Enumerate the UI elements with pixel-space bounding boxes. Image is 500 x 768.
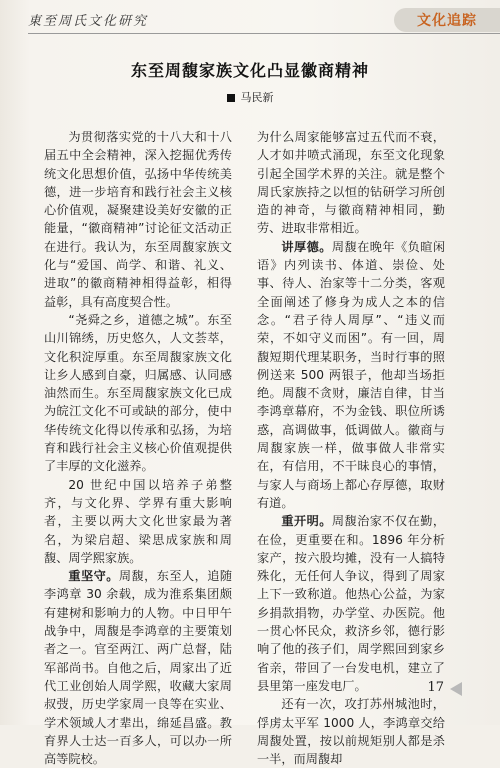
article-title: 东至周馥家族文化凸显徽商精神 (130, 61, 369, 80)
paragraph-text: 周馥在晚年《负暄闲语》内列读书、体道、崇俭、处事、待人、治家等十二分类，客观全面阐述了修身为成人之本的信念。“君子待人周厚”、“违义而荣，不如守义而困”。有一回，周馥短期代理某职务，当时行事的照例送来 500 两银子，他却当场拒绝。周馥不贪财，廉洁自律，甘当李鸿章幕府，不为金钱、职位所诱惑，高调做事，低调做人。徽商与周馥家族一样，做事做人非常实在，有信用，不干昧良心的事情，与家人与商场上都心存厚德，取财有道。 (257, 239, 446, 510)
paragraph-text: 周馥，东至人，追随李鸿章 30 余载，成为淮系集团颇有建树和影响力的人物。中日甲午战争中，周馥是李鸿章的主要策划者之一。官至两江、两广总督，陆军部尚书。自他之后，周家出了近代工业创始人周学熙，收藏大家周叔弢，历史学家周一良等在实业、学术领域人才辈出，绵延昌盛。教育界人士达一百多人，可以办一所高等院校。 (44, 569, 233, 767)
paragraph: “尧舜之乡，道德之城”。东至山川锦绣，历史悠久，人文荟萃，文化积淀厚重。东至周馥家族文化让乡人感到自豪，归属感、认同感油然而生。东至周馥家族文化已成为皖江文化不可或缺的部分，使中华传统文化得以传承和弘扬，为培育和践行社会主义核心价值观提供了丰厚的文化滋养。 (44, 312, 232, 474)
page-number: 17 (427, 680, 444, 695)
left-column (44, 128, 232, 768)
section-lead: 讲厚德。 (281, 239, 332, 254)
section-lead: 重开明。 (281, 514, 332, 529)
paragraph-text: 周馥治家不仅在勤，在俭，更重要在和。1896 年分析家产，按六股均摊，没有一人搞特殊化，无任何人争议，得到了周家上下一致称道。他热心公益，为家乡捐款捐物，办学堂、办医院。他一贯心怀民众，救济乡邻，德行影响了他的孩子们，周学熙回到家乡省亲，带回了一台发电机，建立了县里第一座发电厂。 (257, 514, 446, 693)
paragraph (44, 567, 232, 768)
section-tag: 文化追踪 (394, 8, 500, 32)
page-arrow-icon (450, 682, 462, 696)
journal-name: 東至周氏文化研究 (28, 14, 149, 29)
page-header (0, 0, 500, 40)
author-line (0, 89, 500, 105)
paragraph: 为贯彻落实党的十八大和十八届五中全会精神，深入挖掘优秀传统文化思想价值，弘扬中华传统美德，进一步培育和践行社会主义核心价值观，凝聚建设美好安徽的正能量，“徽商精神”讨论征文活动正在进行。我认为，东至周馥家族文化与“爱国、尚学、和谐、礼义、进取”的徽商精神相得益彰，相得益彰，具有高度契合性。 (44, 130, 232, 309)
right-column (257, 128, 445, 768)
section-lead: 重坚守。 (68, 569, 119, 584)
author-name: 马民新 (240, 91, 274, 104)
paragraph (257, 512, 445, 695)
paragraph: 还有一次，攻打苏州城池时，俘虏太平军 1000 人，李鸿章交给周馥处置，按以前规矩别人都是杀一半，而周馥却 (257, 697, 445, 767)
paragraph: 为什么周家能够富过五代而不衰，人才如井喷式涌现，东至文化现象引起全国学术界的关注。就是整个周氏家族持之以恒的钻研学习所创造的神奇，与徽商精神相同，勤劳、进取非常相近。 (257, 130, 445, 236)
paragraph (257, 238, 445, 512)
author-square-icon (227, 94, 235, 102)
header-divider (28, 33, 500, 34)
paragraph: 20 世纪中国以培养子弟整齐，与文化界、学界有重大影响者，主要以两大文化世家最为著名，为梁启超、梁思成家族和周馥、周学熙家族。 (44, 477, 232, 565)
